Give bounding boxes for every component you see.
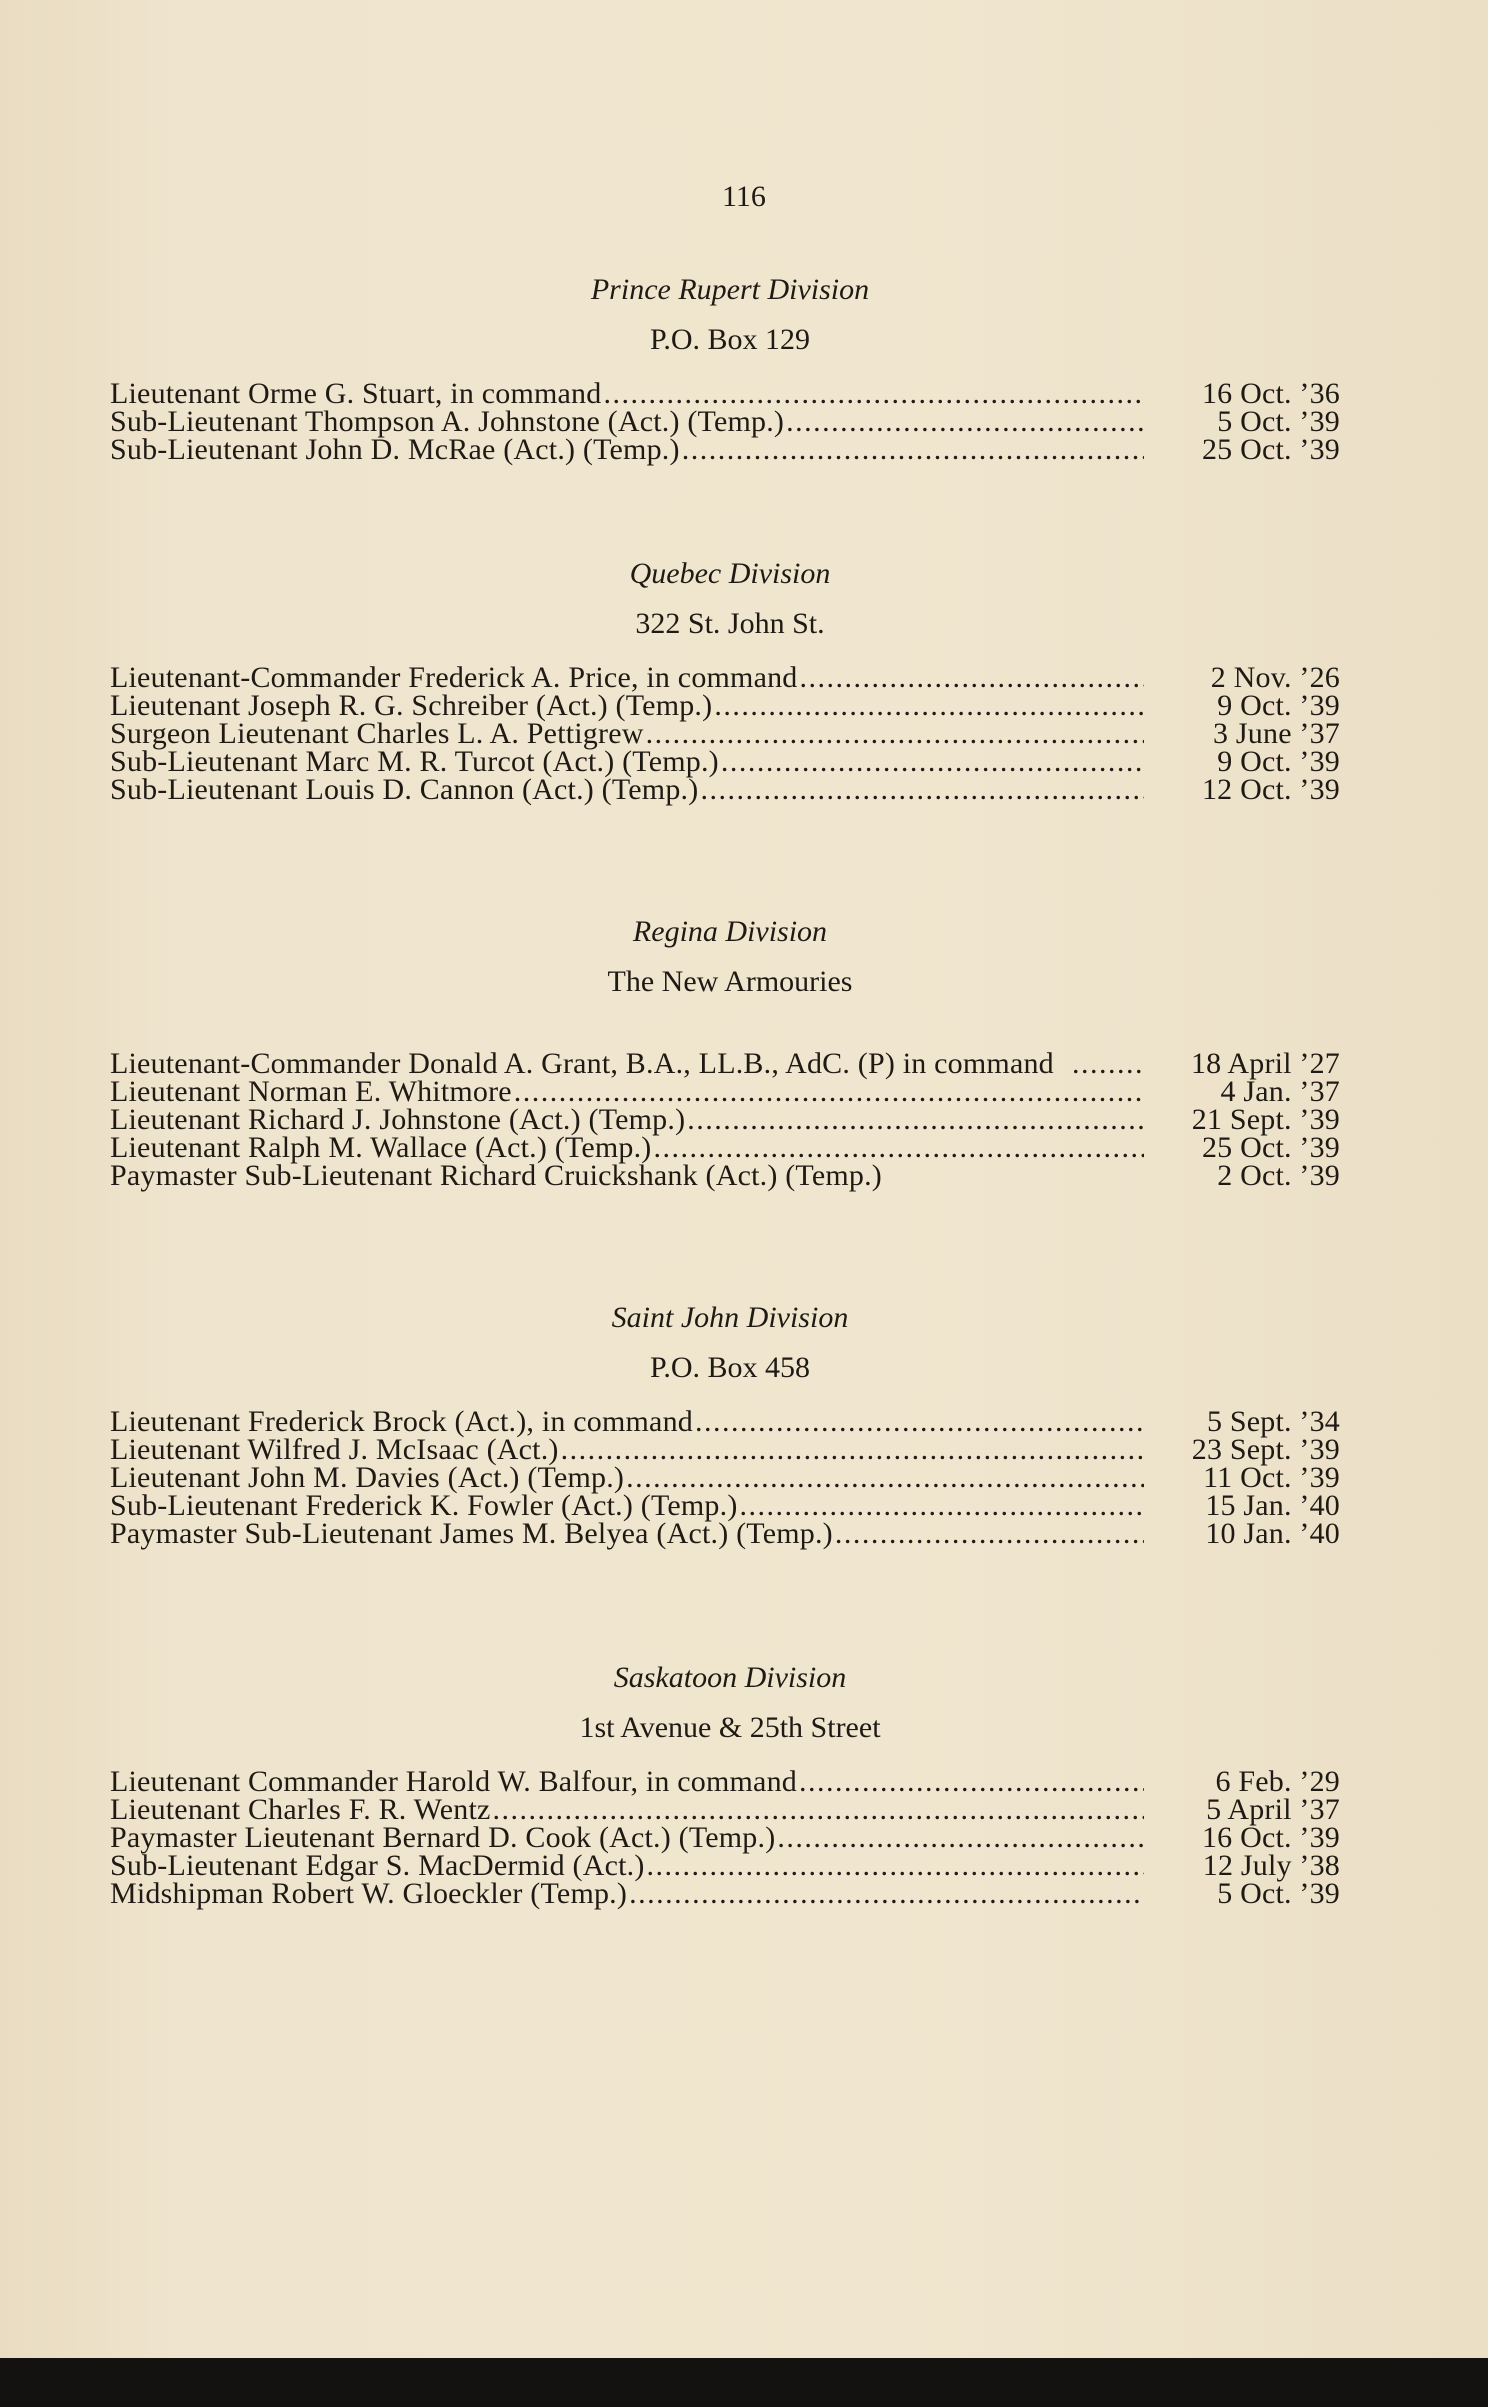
dot-leader xyxy=(653,1134,1144,1162)
division-saint-john xyxy=(110,1300,1340,1548)
officer-name: Surgeon Lieutenant Charles L. A. Pettigrew xyxy=(110,717,644,750)
dot-leader xyxy=(603,380,1144,408)
dot-leader xyxy=(721,748,1144,776)
officer-entry xyxy=(110,1103,1340,1136)
dot-leader xyxy=(777,1824,1144,1852)
division-regina xyxy=(110,914,1340,1190)
dot-leader xyxy=(800,664,1145,692)
division-title: Quebec Division xyxy=(629,557,831,590)
appointment-date: 2 Nov. ’26 xyxy=(1210,661,1340,694)
appointment-date: 25 Oct. ’39 xyxy=(1201,1131,1340,1164)
officer-entry xyxy=(110,1461,1340,1494)
division-address: 322 St. John St. xyxy=(635,607,825,640)
officer-entry xyxy=(110,1131,1340,1164)
officer-entry xyxy=(110,1405,1340,1438)
appointment-date: 9 Oct. ’39 xyxy=(1217,745,1340,778)
officer-name: Lieutenant Wilfred J. McIsaac (Act.) xyxy=(110,1433,559,1466)
appointment-date: 11 Oct. ’39 xyxy=(1203,1461,1340,1494)
division-title: Regina Division xyxy=(632,915,828,948)
appointment-date: 10 Jan. ’40 xyxy=(1205,1517,1340,1550)
dot-leader xyxy=(493,1796,1144,1824)
officer-entry xyxy=(110,377,1340,410)
appointment-date: 5 April ’37 xyxy=(1206,1793,1340,1826)
appointment-date: 15 Jan. ’40 xyxy=(1205,1489,1340,1522)
officer-entry xyxy=(110,433,1340,466)
officer-entry xyxy=(110,661,1340,694)
appointment-date: 3 June ’37 xyxy=(1213,717,1340,750)
officer-name: Lieutenant Charles F. R. Wentz xyxy=(110,1793,491,1826)
officer-entry xyxy=(110,717,1340,750)
page-number: 116 xyxy=(722,180,766,213)
dot-leader xyxy=(695,1408,1144,1436)
officer-list xyxy=(110,1022,1340,1190)
officer-entry xyxy=(110,1159,1340,1192)
officer-entry xyxy=(110,1765,1340,1798)
officer-name: Lieutenant Orme G. Stuart, in command xyxy=(110,377,602,410)
appointment-date: 5 Oct. ’39 xyxy=(1217,405,1340,438)
scan-bottom-edge xyxy=(0,2358,1488,2407)
division-title: Prince Rupert Division xyxy=(590,273,870,306)
appointment-date: 12 July ’38 xyxy=(1202,1849,1340,1882)
dot-leader xyxy=(786,408,1144,436)
officer-name: Sub-Lieutenant Thompson A. Johnstone (Act.) (Temp.) xyxy=(110,405,785,438)
officer-list xyxy=(110,1405,1340,1550)
dot-leader xyxy=(647,1852,1144,1880)
division-prince-rupert xyxy=(110,272,1340,464)
officer-name: Sub-Lieutenant John D. McRae (Act.) (Temp.) xyxy=(110,433,680,466)
officer-entry xyxy=(110,1489,1340,1522)
appointment-date: 4 Jan. ’37 xyxy=(1220,1075,1340,1108)
officer-name: Sub-Lieutenant Edgar S. MacDermid (Act.) xyxy=(110,1849,645,1882)
officer-name: Lieutenant Commander Harold W. Balfour, in command xyxy=(110,1765,797,1798)
dot-leader xyxy=(514,1078,1144,1106)
dot-leader xyxy=(626,1464,1144,1492)
officer-entry xyxy=(110,1075,1340,1108)
officer-list xyxy=(110,377,1340,466)
division-title: Saint John Division xyxy=(611,1301,849,1334)
officer-entry xyxy=(110,1022,1340,1078)
appointment-date: 9 Oct. ’39 xyxy=(1217,689,1340,722)
appointment-date: 2 Oct. ’39 xyxy=(1217,1159,1340,1192)
officer-name: Lieutenant Frederick Brock (Act.), in command xyxy=(110,1405,693,1438)
officer-name: Sub-Lieutenant Frederick K. Fowler (Act.) (Temp.) xyxy=(110,1489,738,1522)
dot-leader xyxy=(1072,1050,1144,1078)
officer-list xyxy=(110,1765,1340,1910)
officer-name: Midshipman Robert W. Gloeckler (Temp.) xyxy=(110,1877,628,1910)
appointment-date: 18 April ’27 xyxy=(1190,1047,1340,1080)
dot-leader xyxy=(700,776,1144,804)
officer-entry xyxy=(110,1433,1340,1466)
officer-name: Paymaster Sub-Lieutenant James M. Belyea (Act.) (Temp.) xyxy=(110,1517,833,1550)
officer-name: Lieutenant Ralph M. Wallace (Act.) (Temp.) xyxy=(110,1131,652,1164)
appointment-date: 16 Oct. ’36 xyxy=(1201,377,1340,410)
officer-name: Sub-Lieutenant Marc M. R. Turcot (Act.) (Temp.) xyxy=(110,745,719,778)
dot-leader xyxy=(682,436,1144,464)
dot-leader xyxy=(646,720,1144,748)
division-address: P.O. Box 129 xyxy=(649,323,811,356)
dot-leader xyxy=(740,1492,1144,1520)
dot-leader xyxy=(714,692,1144,720)
officer-name: Lieutenant-Commander Donald A. Grant, B.A., LL.B., AdC. (P) in command xyxy=(110,1047,1054,1080)
officer-list xyxy=(110,661,1340,806)
dot-leader xyxy=(799,1768,1144,1796)
officer-name: Lieutenant Richard J. Johnstone (Act.) (Temp.) xyxy=(110,1103,686,1136)
officer-name: Paymaster Sub-Lieutenant Richard Cruickshank (Act.) (Temp.) xyxy=(110,1159,882,1192)
officer-entry xyxy=(110,1877,1340,1910)
division-title: Saskatoon Division xyxy=(613,1661,847,1694)
officer-entry xyxy=(110,1517,1340,1550)
officer-name: Lieutenant John M. Davies (Act.) (Temp.) xyxy=(110,1461,625,1494)
appointment-date: 12 Oct. ’39 xyxy=(1201,773,1340,806)
officer-name: Lieutenant-Commander Frederick A. Price, in command xyxy=(110,661,798,694)
division-quebec xyxy=(110,556,1340,804)
division-address: P.O. Box 458 xyxy=(649,1351,811,1384)
officer-entry xyxy=(110,689,1340,722)
division-address: The New Armouries xyxy=(607,965,853,998)
officer-name: Sub-Lieutenant Louis D. Cannon (Act.) (Temp.) xyxy=(110,773,699,806)
appointment-date: 16 Oct. ’39 xyxy=(1201,1821,1340,1854)
appointment-date: 21 Sept. ’39 xyxy=(1191,1103,1340,1136)
appointment-date: 6 Feb. ’29 xyxy=(1215,1765,1340,1798)
officer-name: Lieutenant Norman E. Whitmore xyxy=(110,1075,512,1108)
division-saskatoon xyxy=(110,1660,1340,1908)
officer-entry xyxy=(110,1793,1340,1826)
dot-leader xyxy=(629,1880,1144,1908)
officer-entry xyxy=(110,1849,1340,1882)
officer-entry xyxy=(110,745,1340,778)
appointment-date: 23 Sept. ’39 xyxy=(1191,1433,1340,1466)
dot-leader xyxy=(835,1520,1144,1548)
appointment-date: 25 Oct. ’39 xyxy=(1201,433,1340,466)
dot-leader xyxy=(561,1436,1144,1464)
dot-leader xyxy=(687,1106,1144,1134)
appointment-date: 5 Oct. ’39 xyxy=(1217,1877,1340,1910)
officer-entry xyxy=(110,1821,1340,1854)
division-address: 1st Avenue & 25th Street xyxy=(579,1711,881,1744)
officer-name: Lieutenant Joseph R. G. Schreiber (Act.) (Temp.) xyxy=(110,689,713,722)
officer-name: Paymaster Lieutenant Bernard D. Cook (Act.) (Temp.) xyxy=(110,1821,776,1854)
officer-entry xyxy=(110,773,1340,806)
appointment-date: 5 Sept. ’34 xyxy=(1206,1405,1340,1438)
officer-entry xyxy=(110,405,1340,438)
